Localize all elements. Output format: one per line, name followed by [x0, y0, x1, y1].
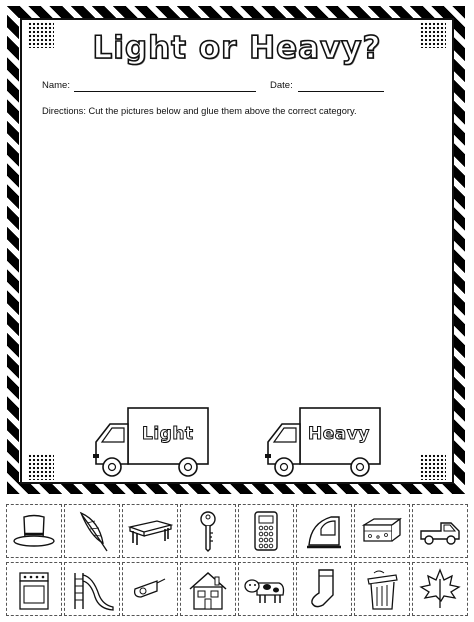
cutout-card-calculator[interactable] [238, 504, 294, 558]
heavy-truck [264, 404, 384, 485]
cutout-card-leaf[interactable] [412, 562, 468, 616]
cutout-card-house[interactable] [180, 562, 236, 616]
cutout-card-stove[interactable] [6, 562, 62, 616]
cutout-card-iron[interactable] [296, 504, 352, 558]
pickup-truck-icon [417, 509, 463, 553]
worksheet-title: Light or Heavy? [92, 30, 382, 66]
house-icon [185, 567, 231, 611]
name-field[interactable] [74, 91, 256, 92]
cutout-grid [4, 504, 470, 616]
date-field[interactable] [298, 91, 384, 92]
corner-dots-bottom-left [28, 454, 54, 480]
cutout-card-cow[interactable] [238, 562, 294, 616]
iron-icon [301, 509, 347, 553]
cutout-card-bench[interactable] [122, 504, 178, 558]
light-truck [92, 404, 212, 485]
whistle-icon [127, 567, 173, 611]
cutout-card-whistle[interactable] [122, 562, 178, 616]
cutout-card-trash-can[interactable] [354, 562, 410, 616]
sock-icon [301, 567, 347, 611]
stove-icon [11, 567, 57, 611]
cow-icon [243, 567, 289, 611]
feather-icon [69, 509, 115, 553]
sponge-icon [359, 509, 405, 553]
bench-icon [127, 509, 173, 553]
date-label: Date: [270, 80, 293, 91]
directions-text: Directions: Cut the pictures below and glue them above the correct category. [42, 106, 357, 116]
cutout-card-sock[interactable] [296, 562, 352, 616]
cutout-card-key[interactable] [180, 504, 236, 558]
key-icon [185, 509, 231, 553]
cutout-card-feather[interactable] [64, 504, 120, 558]
cutout-card-hat[interactable] [6, 504, 62, 558]
heavy-truck-label: Heavy [308, 424, 370, 444]
cutout-card-sponge[interactable] [354, 504, 410, 558]
cutout-card-slide[interactable] [64, 562, 120, 616]
top-hat-icon [11, 509, 57, 553]
trash-can-icon [359, 567, 405, 611]
calculator-icon [243, 509, 289, 553]
slide-icon [69, 567, 115, 611]
name-date-row [42, 80, 442, 96]
cutout-card-pickup[interactable] [412, 504, 468, 558]
leaf-icon [417, 567, 463, 611]
light-truck-label: Light [142, 424, 194, 444]
corner-dots-bottom-right [420, 454, 446, 480]
name-label: Name: [42, 80, 70, 91]
